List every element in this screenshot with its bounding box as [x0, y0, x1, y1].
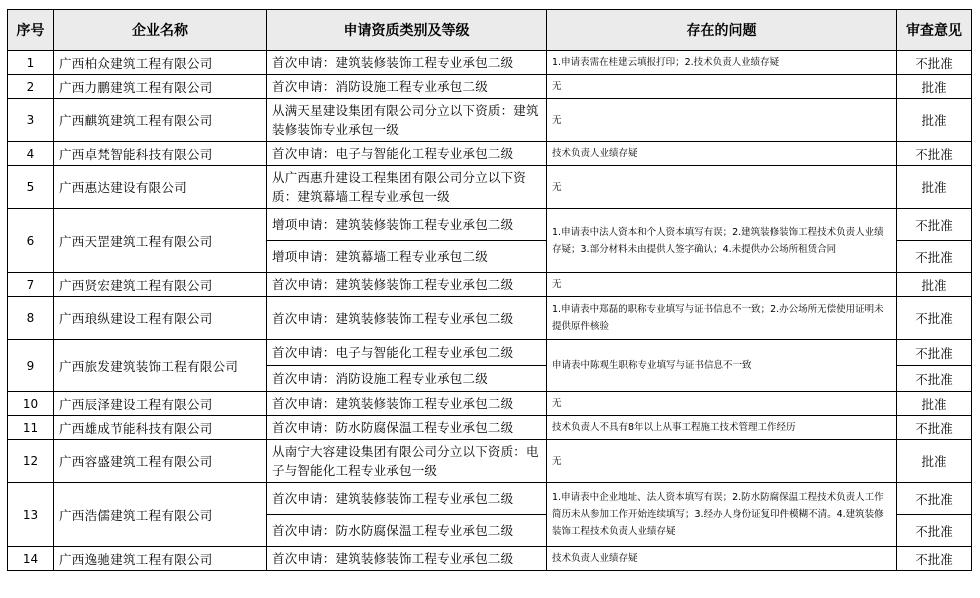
- company-name: 广西柏众建筑工程有限公司: [54, 51, 267, 75]
- company-name: 广西浩儒建筑工程有限公司: [54, 483, 267, 547]
- issues-text: 1.申请表需在桂建云填报打印；2.技术负责人业绩存疑: [547, 51, 897, 75]
- review-opinion: 不批准: [897, 547, 972, 571]
- application-item: 首次申请：电子与智能化工程专业承包二级: [267, 142, 547, 166]
- company-name: 广西天罡建筑工程有限公司: [54, 209, 267, 273]
- application-item: 增项申请：建筑装修装饰工程专业承包二级: [267, 209, 547, 241]
- row-number: 11: [8, 416, 54, 440]
- header-row: [8, 10, 972, 51]
- row-number: 3: [8, 99, 54, 142]
- issues-text: 技术负责人业绩存疑: [547, 142, 897, 166]
- application-item: 首次申请：消防设施工程专业承包二级: [267, 75, 547, 99]
- application-item: 从广西惠升建设工程集团有限公司分立以下资质：建筑幕墙工程专业承包一级: [267, 166, 547, 209]
- table-row: [8, 440, 972, 483]
- table-row: [8, 392, 972, 416]
- review-opinion: 不批准: [897, 241, 972, 273]
- application-item: 首次申请：防水防腐保温工程专业承包二级: [267, 515, 547, 547]
- company-name: 广西逸驰建筑工程有限公司: [54, 547, 267, 571]
- issues-text: 1.申请表中法人资本和个人资本填写有误；2.建筑装修装饰工程技术负责人业绩存疑；3.部分材料未由提供人签字确认；4.未提供办公场所租赁合同: [547, 209, 897, 273]
- company-name: 广西旅发建筑装饰工程有限公司: [54, 340, 267, 392]
- review-opinion: 批准: [897, 75, 972, 99]
- application-item: 增项申请：建筑幕墙工程专业承包二级: [267, 241, 547, 273]
- table-row: [8, 340, 972, 366]
- row-number: 6: [8, 209, 54, 273]
- application-item: 首次申请：建筑装修装饰工程专业承包二级: [267, 273, 547, 297]
- review-opinion: 批准: [897, 440, 972, 483]
- table-row: [8, 547, 972, 571]
- table-row: [8, 166, 972, 209]
- header-company: 企业名称: [54, 10, 267, 51]
- application-item: 从满天星建设集团有限公司分立以下资质：建筑装修装饰专业承包一级: [267, 99, 547, 142]
- application-item: 首次申请：电子与智能化工程专业承包二级: [267, 340, 547, 366]
- company-name: 广西力鹏建筑工程有限公司: [54, 75, 267, 99]
- review-opinion: 不批准: [897, 51, 972, 75]
- row-number: 9: [8, 340, 54, 392]
- row-number: 5: [8, 166, 54, 209]
- row-number: 8: [8, 297, 54, 340]
- row-number: 10: [8, 392, 54, 416]
- company-name: 广西麒筑建筑工程有限公司: [54, 99, 267, 142]
- row-number: 4: [8, 142, 54, 166]
- row-number: 13: [8, 483, 54, 547]
- review-opinion: 不批准: [897, 142, 972, 166]
- application-item: 从南宁大容建设集团有限公司分立以下资质：电子与智能化工程专业承包一级: [267, 440, 547, 483]
- header-no: 序号: [8, 10, 54, 51]
- table-row: [8, 483, 972, 515]
- row-number: 12: [8, 440, 54, 483]
- company-name: 广西贤宏建筑工程有限公司: [54, 273, 267, 297]
- review-opinion: 不批准: [897, 297, 972, 340]
- row-number: 2: [8, 75, 54, 99]
- review-opinion: 不批准: [897, 483, 972, 515]
- issues-text: 1.申请表中郑磊的职称专业填写与证书信息不一致；2.办公场所无偿使用证明未提供原件核验: [547, 297, 897, 340]
- table-row: [8, 297, 972, 340]
- application-item: 首次申请：防水防腐保温工程专业承包二级: [267, 416, 547, 440]
- review-opinion: 不批准: [897, 340, 972, 366]
- application-item: 首次申请：建筑装修装饰工程专业承包二级: [267, 547, 547, 571]
- review-table: [7, 9, 972, 571]
- table-row: [8, 273, 972, 297]
- table-row: [8, 75, 972, 99]
- header-application: 申请资质类别及等级: [267, 10, 547, 51]
- application-item: 首次申请：建筑装修装饰工程专业承包二级: [267, 297, 547, 340]
- header-opinion: 审查意见: [897, 10, 972, 51]
- issues-text: 申请表中陈观生职称专业填写与证书信息不一致: [547, 340, 897, 392]
- review-opinion: 不批准: [897, 416, 972, 440]
- company-name: 广西卓梵智能科技有限公司: [54, 142, 267, 166]
- review-opinion: 批准: [897, 392, 972, 416]
- issues-text: 1.申请表中企业地址、法人资本填写有误；2.防水防腐保温工程技术负责人工作简历未从参加工作开始连续填写；3.经办人身份证复印件模糊不清。4.建筑装修装饰工程技术负责人业绩存疑: [547, 483, 897, 547]
- issues-text: 技术负责人业绩存疑: [547, 547, 897, 571]
- issues-text: 技术负责人不具有8年以上从事工程施工技术管理工作经历: [547, 416, 897, 440]
- table-row: [8, 209, 972, 241]
- row-number: 7: [8, 273, 54, 297]
- issues-text: 无: [547, 166, 897, 209]
- row-number: 14: [8, 547, 54, 571]
- review-opinion: 不批准: [897, 209, 972, 241]
- row-number: 1: [8, 51, 54, 75]
- company-name: 广西容盛建筑工程有限公司: [54, 440, 267, 483]
- issues-text: 无: [547, 99, 897, 142]
- review-opinion: 不批准: [897, 515, 972, 547]
- company-name: 广西惠达建设有限公司: [54, 166, 267, 209]
- issues-text: 无: [547, 440, 897, 483]
- review-opinion: 不批准: [897, 366, 972, 392]
- issues-text: 无: [547, 392, 897, 416]
- application-item: 首次申请：建筑装修装饰工程专业承包二级: [267, 483, 547, 515]
- table-row: [8, 416, 972, 440]
- header-issues: 存在的问题: [547, 10, 897, 51]
- application-item: 首次申请：消防设施工程专业承包二级: [267, 366, 547, 392]
- table-row: [8, 99, 972, 142]
- table-body: [8, 51, 972, 571]
- application-item: 首次申请：建筑装修装饰工程专业承包二级: [267, 51, 547, 75]
- application-item: 首次申请：建筑装修装饰工程专业承包二级: [267, 392, 547, 416]
- table-row: [8, 51, 972, 75]
- table-row: [8, 142, 972, 166]
- review-opinion: 批准: [897, 166, 972, 209]
- issues-text: 无: [547, 273, 897, 297]
- company-name: 广西雄成节能科技有限公司: [54, 416, 267, 440]
- company-name: 广西辰泽建设工程有限公司: [54, 392, 267, 416]
- review-opinion: 批准: [897, 273, 972, 297]
- review-opinion: 批准: [897, 99, 972, 142]
- company-name: 广西琅纵建设工程有限公司: [54, 297, 267, 340]
- issues-text: 无: [547, 75, 897, 99]
